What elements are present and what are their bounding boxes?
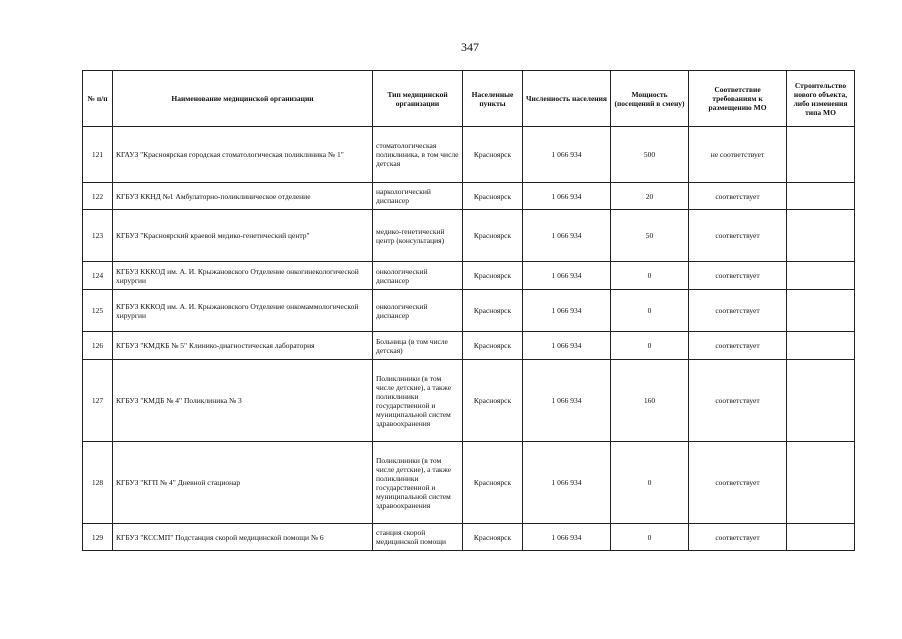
row-name: КГАУЗ "Красноярская городская стоматологическая поликлиника № 1" [113, 127, 373, 183]
table-row [83, 360, 855, 442]
row-num: 123 [83, 210, 113, 262]
row-type: медико-генетический центр (консультация) [373, 210, 463, 262]
row-population: 1 066 934 [523, 210, 611, 262]
row-locality: Красноярск [463, 127, 523, 183]
row-construction [787, 332, 855, 360]
row-capacity: 50 [611, 210, 689, 262]
row-locality: Красноярск [463, 290, 523, 332]
header-compliance: Соответствие требованиям к размещению МО [689, 71, 787, 127]
row-num: 122 [83, 183, 113, 210]
row-type: онкологический диспансер [373, 262, 463, 290]
row-compliance: соответствует [689, 332, 787, 360]
row-construction [787, 524, 855, 551]
row-type: станция скорой медицинской помощи [373, 524, 463, 551]
row-construction [787, 442, 855, 524]
row-type: Поликлиники (в том числе детские), а также поликлиники государственной и муниципальной систем здравоохранения [373, 442, 463, 524]
header-num: № п/п [83, 71, 113, 127]
row-name: КГБУЗ "КССМП" Подстанция скорой медицинской помощи № 6 [113, 524, 373, 551]
row-num: 121 [83, 127, 113, 183]
row-type: Больница (в том числе детская) [373, 332, 463, 360]
row-population: 1 066 934 [523, 183, 611, 210]
row-construction [787, 210, 855, 262]
row-capacity: 0 [611, 332, 689, 360]
row-locality: Красноярск [463, 442, 523, 524]
row-num: 124 [83, 262, 113, 290]
row-capacity: 0 [611, 524, 689, 551]
row-capacity: 160 [611, 360, 689, 442]
row-population: 1 066 934 [523, 262, 611, 290]
header-type: Тип медицинской организации [373, 71, 463, 127]
row-compliance: соответствует [689, 290, 787, 332]
row-population: 1 066 934 [523, 290, 611, 332]
row-locality: Красноярск [463, 360, 523, 442]
row-population: 1 066 934 [523, 360, 611, 442]
table-header-row [83, 71, 855, 127]
table-row [83, 210, 855, 262]
row-capacity: 0 [611, 442, 689, 524]
table-row [83, 332, 855, 360]
row-compliance: соответствует [689, 183, 787, 210]
header-name: Наименование медицинской организации [113, 71, 373, 127]
row-construction [787, 183, 855, 210]
row-population: 1 066 934 [523, 127, 611, 183]
header-construction: Строительство нового объекта, либо изменения типа МО [787, 71, 855, 127]
row-population: 1 066 934 [523, 442, 611, 524]
row-compliance: соответствует [689, 262, 787, 290]
row-num: 126 [83, 332, 113, 360]
table-row [83, 127, 855, 183]
row-type: Поликлиники (в том числе детские), а также поликлиники государственной и муниципальной систем здравоохранения [373, 360, 463, 442]
row-name: КГБУЗ "КМДКБ № 5" Клинико-диагностическая лаборатория [113, 332, 373, 360]
row-name: КГБУЗ "КМДБ № 4" Поликлиника № 3 [113, 360, 373, 442]
row-compliance: соответствует [689, 210, 787, 262]
page-number: 347 [461, 40, 479, 54]
table-row [83, 524, 855, 551]
row-capacity: 20 [611, 183, 689, 210]
table-row [83, 442, 855, 524]
row-compliance: соответствует [689, 360, 787, 442]
row-locality: Красноярск [463, 262, 523, 290]
medical-organizations-table [82, 70, 855, 551]
table-row [83, 183, 855, 210]
row-construction [787, 262, 855, 290]
row-locality: Красноярск [463, 183, 523, 210]
row-name: КГБУЗ ККНД №1 Амбулаторно-поликлиническое отделение [113, 183, 373, 210]
row-type: стоматологическая поликлиника, в том числе детская [373, 127, 463, 183]
row-name: КГБУЗ "Красноярский краевой медико-генетический центр" [113, 210, 373, 262]
row-capacity: 500 [611, 127, 689, 183]
row-type: наркологический диспансер [373, 183, 463, 210]
row-num: 125 [83, 290, 113, 332]
table-row [83, 262, 855, 290]
row-locality: Красноярск [463, 332, 523, 360]
row-construction [787, 290, 855, 332]
row-compliance: соответствует [689, 442, 787, 524]
row-name: КГБУЗ "КГП № 4" Дневной стационар [113, 442, 373, 524]
row-capacity: 0 [611, 262, 689, 290]
header-locality: Населенные пункты [463, 71, 523, 127]
row-population: 1 066 934 [523, 332, 611, 360]
row-construction [787, 127, 855, 183]
row-num: 128 [83, 442, 113, 524]
header-population: Численность населения [523, 71, 611, 127]
row-compliance: соответствует [689, 524, 787, 551]
row-num: 127 [83, 360, 113, 442]
row-compliance: не соответствует [689, 127, 787, 183]
row-name: КГБУЗ КККОД им. А. И. Крыжановского Отделение онкогинекологической хирургии [113, 262, 373, 290]
row-construction [787, 360, 855, 442]
row-locality: Красноярск [463, 524, 523, 551]
row-population: 1 066 934 [523, 524, 611, 551]
row-locality: Красноярск [463, 210, 523, 262]
row-capacity: 0 [611, 290, 689, 332]
row-type: онкологический диспансер [373, 290, 463, 332]
header-capacity: Мощность (посещений в смену) [611, 71, 689, 127]
row-name: КГБУЗ КККОД им. А. И. Крыжановского Отделение онкомаммологической хирургии [113, 290, 373, 332]
table-row [83, 290, 855, 332]
row-num: 129 [83, 524, 113, 551]
